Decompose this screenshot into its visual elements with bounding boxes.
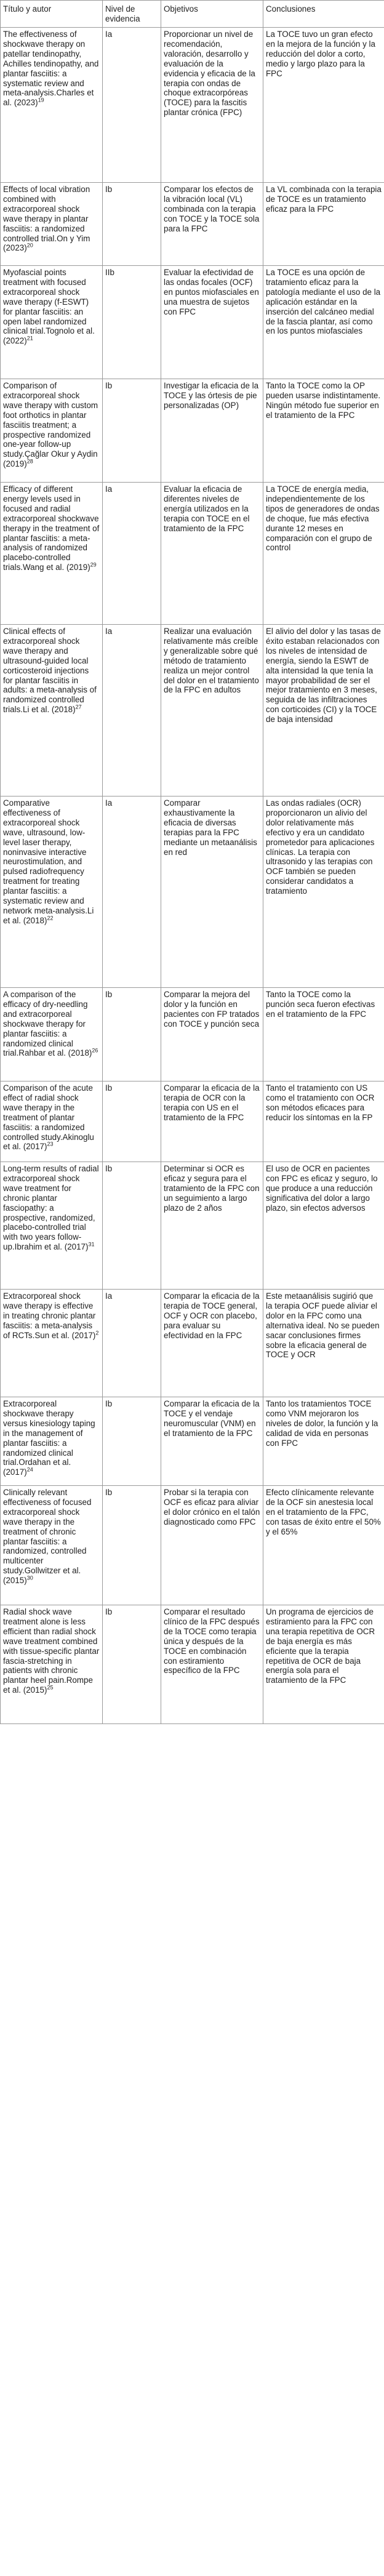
study-title: Myofascial points treatment with focused extracorporeal shock wave therapy (f-ESWT) for plantar fasciitis: an open label randomized clinical trial.Tognolo et al. (2022) [3, 268, 95, 346]
cell-evidence-level: Ib [103, 988, 161, 1081]
table-row [1, 988, 384, 1081]
cell-objective: Proporcionar un nivel de recomendación, valoración, desarrollo y evaluación de la evidencia y eficacia de la terapia con ondas de choque extracorpóreas (TOCE) para la fascitis plantar crónica (FPC) [161, 28, 263, 183]
table-row [1, 483, 384, 625]
table-row [1, 1605, 384, 1724]
header-conclusions: Conclusiones [263, 1, 384, 28]
table-row [1, 625, 384, 796]
reference-number: 25 [47, 1684, 54, 1691]
cell-evidence-level: Ia [103, 1290, 161, 1397]
study-title: Extracorporeal shockwave therapy versus kinesiology taping in the management of plantar fasciitis: a randomized clinical trial.Ordahan et al. (2017) [3, 1399, 95, 1477]
table-row [1, 379, 384, 483]
cell-objective: Evaluar la efectividad de las ondas focales (OCF) en puntos miofasciales en una muestra de sujetos con FPC [161, 266, 263, 379]
cell-evidence-level: Ia [103, 796, 161, 988]
cell-title-author [1, 796, 103, 988]
cell-objective: Determinar si OCR es eficaz y segura para el tratamiento de la FPC con un seguimiento a largo plazo de 2 años [161, 1162, 263, 1290]
cell-evidence-level: Ib [103, 1397, 161, 1486]
cell-title-author [1, 1605, 103, 1724]
reference-number: 29 [90, 561, 97, 568]
cell-title-author [1, 1486, 103, 1605]
table-row [1, 1397, 384, 1486]
study-title: Clinical effects of extracorporeal shock wave therapy and ultrasound-guided local corticosteroid injections for plantar fasciitis in adults: a meta-analysis of randomized controlled trials.Li et al. (2018) [3, 627, 97, 715]
cell-conclusion: Tanto los tratamientos TOCE como VNM mejoraron los niveles de dolor, la función y la calidad de vida en personas con FPC [263, 1397, 384, 1486]
table-row [1, 1081, 384, 1162]
cell-title-author [1, 28, 103, 183]
study-title: Extracorporeal shock wave therapy is effective in treating chronic plantar fasciitis: a meta-analysis of RCTs.Sun et al. (2017) [3, 1291, 96, 1340]
table-row [1, 1162, 384, 1290]
cell-evidence-level: Ib [103, 1162, 161, 1290]
cell-title-author [1, 988, 103, 1081]
study-title: Radial shock wave treatment alone is less efficient than radial shock wave treatment combined with tissue-specific plantar fascia-stretching in patients with chronic plantar heel pain.Rompe et al. (2015) [3, 1607, 100, 1695]
cell-evidence-level: Ib [103, 1081, 161, 1162]
cell-title-author [1, 266, 103, 379]
header-title-author: Título y autor [1, 1, 103, 28]
table-row [1, 1290, 384, 1397]
cell-conclusion: Un programa de ejercicios de estiramiento para la FPC con una terapia repetitiva de OCR de baja energía es más eficiente que la terapia repetitiva de OCR de baja energía sola para el tratamiento de la FPC [263, 1605, 384, 1724]
cell-objective: Comparar la eficacia de la terapia de OCR con la terapia con US en el tratamiento de la FPC [161, 1081, 263, 1162]
study-title: Comparative effectiveness of extracorporeal shock wave, ultrasound, low-level laser therapy, noninvasive interactive neurostimulation, and pulsed radiofrequency treatment for treating plantar fasciitis: a systematic review and network meta-analysis.Li et al. (2018) [3, 798, 94, 925]
cell-evidence-level: Ib [103, 1486, 161, 1605]
cell-objective: Probar si la terapia con OCF es eficaz para aliviar el dolor crónico en el talón diagnosticado como FPC [161, 1486, 263, 1605]
cell-conclusion: La VL combinada con la terapia de TOCE es un tratamiento eficaz para la FPC [263, 183, 384, 266]
table-row [1, 28, 384, 183]
cell-evidence-level: Ib [103, 1605, 161, 1724]
cell-conclusion: La TOCE tuvo un gran efecto en la mejora de la función y la reducción del dolor a corto, medio y largo plazo para la FPC [263, 28, 384, 183]
cell-evidence-level: Ib [103, 183, 161, 266]
study-title: Effects of local vibration combined with extracorporeal shock wave therapy in plantar fasciitis: a randomized controlled trial.On y Yim (2023) [3, 185, 90, 253]
table-body [1, 28, 384, 1724]
cell-title-author [1, 183, 103, 266]
cell-title-author [1, 379, 103, 483]
cell-conclusion: Efecto clínicamente relevante de la OCF sin anestesia local en el tratamiento de la FPC, con tasas de éxito entre el 50% y el 65% [263, 1486, 384, 1605]
table-row [1, 266, 384, 379]
cell-objective: Comparar la eficacia de la TOCE y el vendaje neuromuscular (VNM) en el tratamiento de la FPC [161, 1397, 263, 1486]
table-header [1, 1, 384, 28]
cell-evidence-level: Ia [103, 483, 161, 625]
cell-conclusion: Las ondas radiales (OCR) proporcionaron un alivio del dolor relativamente más efectivo y era un candidato prometedor para aplicaciones clínicas. La terapia con ultrasonido y las terapias con OCF también se pueden considerar candidatos a tratamiento [263, 796, 384, 988]
cell-evidence-level: Ia [103, 625, 161, 796]
cell-title-author [1, 1397, 103, 1486]
cell-evidence-level: Ib [103, 379, 161, 483]
cell-objective: Comparar el resultado clínico de la FPC después de la TOCE como terapia única y después de la TOCE en combinación con estiramiento específico de la FPC [161, 1605, 263, 1724]
reference-number: 19 [38, 97, 44, 103]
cell-evidence-level: IIb [103, 266, 161, 379]
table-row [1, 796, 384, 988]
study-title: A comparison of the efficacy of dry-needling and extracorporeal shockwave therapy for plantar fasciitis: a randomized clinical trial.Rahbar et al. (2018) [3, 990, 92, 1058]
cell-objective: Investigar la eficacia de la TOCE y las órtesis de pie personalizadas (OP) [161, 379, 263, 483]
reference-number: 21 [26, 335, 33, 342]
cell-conclusion: La TOCE de energía media, independientemente de los tipos de generadores de ondas de choque, fue más efectiva durante 12 meses en comparación con el grupo de control [263, 483, 384, 625]
study-title: Efficacy of different energy levels used in focused and radial extracorporeal shockwave therapy in the treatment of plantar fasciitis: a meta-analysis of randomized placebo-controlled trials.Wang et al. (2019) [3, 484, 100, 572]
cell-conclusion: El uso de OCR en pacientes con FPC es eficaz y seguro, lo que produce a una reducción significativa del dolor a largo plazo, sin efectos adversos [263, 1162, 384, 1290]
study-title: Comparison of extracorporeal shock wave therapy with custom foot orthotics in plantar fasciitis treatment; a prospective randomized one-year follow-up study.Çağlar Okur y Aydin (2019) [3, 381, 98, 469]
reference-number: 23 [47, 1141, 54, 1147]
study-title: Comparison of the acute effect of radial shock wave therapy in the treatment of plantar fasciitis: a randomized controlled study.Akinoglu et al. (2017) [3, 1083, 94, 1152]
cell-title-author [1, 483, 103, 625]
reference-number: 27 [75, 704, 82, 710]
cell-title-author [1, 1162, 103, 1290]
cell-conclusion: Tanto la TOCE como la punción seca fueron efectivas en el tratamiento de la FPC [263, 988, 384, 1081]
study-title: The effectiveness of shockwave therapy on patellar tendinopathy, Achilles tendinopathy, and plantar fasciitis: a systematic review and meta-analysis.Charles et al. (2023) [3, 30, 99, 108]
study-title: Long-term results of radial extracorporeal shock wave treatment for chronic plantar fasciopathy: a prospective, randomized, placebo-controlled trial with two years follow-up.Ibrahim et al. (2017) [3, 1164, 99, 1252]
reference-number: 28 [26, 458, 33, 465]
reference-number: 26 [92, 1047, 98, 1054]
cell-evidence-level: Ia [103, 28, 161, 183]
reference-number: 24 [26, 1466, 33, 1473]
cell-conclusion: El alivio del dolor y las tasas de éxito estaban relacionados con los niveles de intensidad de energía, siendo la ESWT de alta intensidad la que tenía la mayor probabilidad de ser el mejor tratamiento en 3 meses, seguida de las infiltraciones con corticoides (CI) y la TOCE de baja intensidad [263, 625, 384, 796]
cell-objective: Comparar la mejora del dolor y la función en pacientes con FP tratados con TOCE y punción seca [161, 988, 263, 1081]
header-objectives: Objetivos [161, 1, 263, 28]
header-evidence-level: Nivel de evidencia [103, 1, 161, 28]
cell-conclusion: La TOCE es una opción de tratamiento eficaz para la patología mediante el uso de la aplicación estándar en la inserción del calcáneo medial de la fascia plantar, así como en los puntos miofasciales [263, 266, 384, 379]
study-title: Clinically relevant effectiveness of focused extracorporeal shock wave therapy in the treatment of chronic plantar fasciitis: a randomized, controlled multicenter study.Gollwitzer et al. (2015) [3, 1488, 92, 1586]
reference-number: 31 [88, 1241, 95, 1248]
cell-title-author [1, 1290, 103, 1397]
cell-objective: Comparar la eficacia de la terapia de TOCE general, OCF y OCR con placebo, para evaluar su efectividad en la FPC [161, 1290, 263, 1397]
cell-objective: Realizar una evaluación relativamente más creíble y generalizable sobre qué método de tratamiento realiza un mejor control del dolor en el tratamiento de la FPC en adultos [161, 625, 263, 796]
reference-number: 30 [26, 1575, 33, 1581]
cell-conclusion: Este metaanálisis sugirió que la terapia OCF puede aliviar el dolor en la FPC como una alternativa ideal. No se pueden sacar conclusiones firmes sobre la eficacia general de TOCE y OCR [263, 1290, 384, 1397]
reference-number: 22 [47, 915, 54, 921]
cell-objective: Evaluar la eficacia de diferentes niveles de energía utilizados en la terapia con TOCE en el tratamiento de la FPC [161, 483, 263, 625]
cell-objective: Comparar los efectos de la vibración local (VL) combinada con la terapia con TOCE y la TOCE sola para la FPC [161, 183, 263, 266]
cell-title-author [1, 625, 103, 796]
header-row [1, 1, 384, 28]
table-row [1, 183, 384, 266]
reference-number: 2 [95, 1330, 99, 1336]
cell-title-author [1, 1081, 103, 1162]
reference-number: 20 [26, 242, 33, 249]
cell-conclusion: Tanto la TOCE como la OP pueden usarse indistintamente. Ningún método fue superior en el tratamiento de la FPC [263, 379, 384, 483]
cell-conclusion: Tanto el tratamiento con US como el tratamiento con OCR son métodos eficaces para reducir los síntomas en la FP [263, 1081, 384, 1162]
table-row [1, 1486, 384, 1605]
cell-objective: Comparar exhaustivamente la eficacia de diversas terapias para la FPC mediante un metaanálisis en red [161, 796, 263, 988]
